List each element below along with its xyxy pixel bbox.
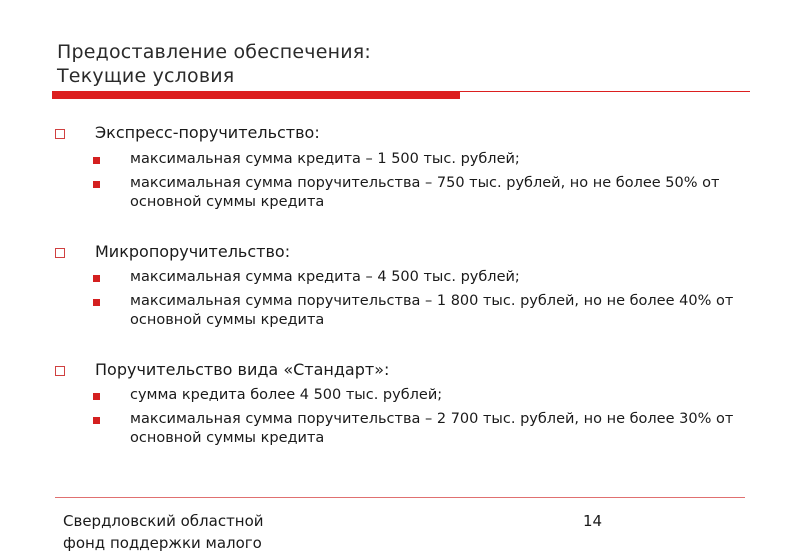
list-item: сумма кредита более 4 500 тыс. рублей;: [130, 387, 443, 403]
red-square-bullet-icon: [93, 275, 100, 282]
red-square-bullet-icon: [93, 417, 100, 424]
list-item: максимальная сумма поручительства – 750 тыс. рублей, но не более 50% от основной суммы кредита: [130, 175, 720, 210]
slide-title: [57, 40, 371, 88]
footer-org-line-2: фонд поддержки малого: [63, 534, 262, 552]
slide-title-line-2: Текущие условия: [57, 65, 235, 87]
page-number: 14: [583, 512, 603, 530]
footer-org-line-1: Свердловский областной: [63, 512, 264, 530]
hollow-square-bullet-icon: [55, 366, 65, 376]
list-item: максимальная сумма кредита – 1 500 тыс. рублей;: [130, 151, 520, 167]
red-square-bullet-icon: [93, 181, 100, 188]
footer-organization: [63, 510, 264, 554]
list-item: максимальная сумма кредита – 4 500 тыс. рублей;: [130, 269, 520, 285]
footer-divider-line: [55, 497, 745, 498]
section-heading-standard: Поручительство вида «Стандарт»:: [95, 360, 390, 379]
slide-title-line-1: Предоставление обеспечения:: [57, 41, 371, 63]
hollow-square-bullet-icon: [55, 129, 65, 139]
hollow-square-bullet-icon: [55, 248, 65, 258]
title-divider-line: [460, 91, 750, 92]
red-square-bullet-icon: [93, 299, 100, 306]
section-heading-micro: Микропоручительство:: [95, 242, 291, 261]
title-accent-bar: [52, 91, 460, 99]
list-item: максимальная сумма поручительства – 2 700 тыс. рублей, но не более 30% от основной суммы кредита: [130, 411, 734, 446]
list-item: максимальная сумма поручительства – 1 800 тыс. рублей, но не более 40% от основной суммы кредита: [130, 293, 734, 328]
red-square-bullet-icon: [93, 157, 100, 164]
section-heading-express: Экспресс-поручительство:: [95, 123, 320, 142]
red-square-bullet-icon: [93, 393, 100, 400]
